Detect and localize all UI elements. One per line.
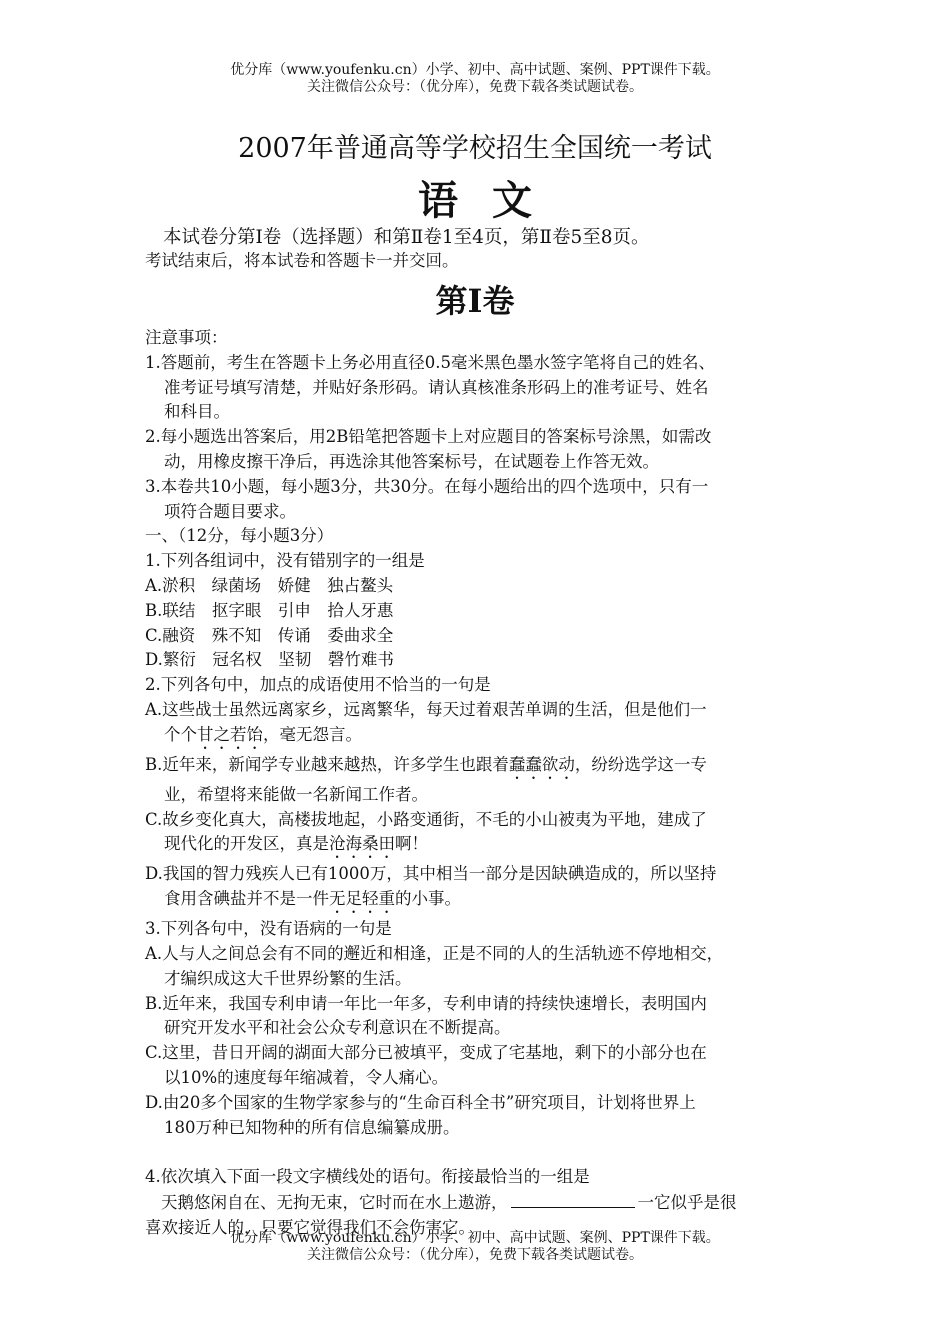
text-segment: 个个 <box>164 724 197 744</box>
q2-option-b-line-2: 业，希望将来能做一名新闻工作者。 <box>164 784 428 804</box>
q3-option-d-line-2: 180万种已知物种的所有信息编纂成册。 <box>164 1117 460 1137</box>
header-line-1: 优分库（www.youfenku.cn）小学、初中、高中试题、案例、PPT课件下载。 <box>230 62 720 78</box>
q3-option-a-line-2: 才编织成这大千世界纷繁的生活。 <box>164 968 412 988</box>
section-1-heading: 一、（12分，每小题3分） <box>145 526 334 546</box>
q2-option-a-line-1: A.这些战士虽然远离家乡，远离繁华，每天过着艰苦单调的生活，但是他们一 <box>145 699 707 719</box>
note-3-line-1: 3.本卷共10小题，每小题3分，共30分。在每小题给出的四个选项中，只有一 <box>145 476 709 496</box>
note-2-line-2: 动，用橡皮擦干净后，再选涂其他答案标号，在试题卷上作答无效。 <box>164 451 659 471</box>
q2-option-d-line-2 <box>145 887 815 917</box>
q1-option-d: D.繁衍 冠名权 坚韧 磬竹难书 <box>145 650 394 670</box>
dotted-idiom: 无足轻重 <box>329 889 395 909</box>
q2-option-c-line-2 <box>145 832 815 862</box>
note-2-line-1: 2.每小题选出答案后，用2B铅笔把答题卡上对应题目的答案标号涂黑，如需改 <box>145 427 712 447</box>
q3-option-b-line-1: B.近年来，我国专利申请一年比一年多，专利申请的持续快速增长，表明国内 <box>145 993 707 1013</box>
q2-option-d-line-1: D.我国的智力残疾人已有1000万，其中相当一部分是因缺碘造成的，所以坚持 <box>145 864 717 884</box>
q2-stem: 2.下列各句中，加点的成语使用不恰当的一句是 <box>145 675 491 695</box>
note-3-line-2: 项符合题目要求。 <box>164 501 296 521</box>
q1-option-a: A.淤积 绿菌场 娇健 独占鳌头 <box>145 575 394 595</box>
q3-option-c-line-2: 以10%的速度每年缩减着，令人痛心。 <box>164 1067 449 1087</box>
text-segment: ，毫无怨言。 <box>263 724 362 744</box>
q3-option-d-line-1: D.由20多个国家的生物学家参与的“生命百科全书”研究项目，计划将世界上 <box>145 1092 696 1112</box>
text-segment: ，纷纷选学这一专 <box>574 754 707 774</box>
text-segment: 天鹅悠闲自在、无拘无束，它时而在水上遨游， <box>161 1192 508 1212</box>
spacer <box>145 1140 815 1165</box>
text-segment: 的小事。 <box>395 889 461 909</box>
dotted-idiom: 沧海桑田 <box>329 834 395 854</box>
fill-blank-line <box>511 1190 635 1208</box>
exam-body <box>145 326 815 1241</box>
q2-option-a-line-2 <box>145 723 815 753</box>
footer-line-2: 关注微信公众号：（优分库），免费下载各类试题试卷。 <box>307 1247 643 1263</box>
text-segment: 一它似乎是很 <box>637 1192 737 1212</box>
q4-passage-line-2: 喜欢接近人的，只要它觉得我们不会伤害它。 <box>145 1217 475 1237</box>
q3-option-c-line-1: C.这里，昔日开阔的湖面大部分已被填平，变成了宅基地，剩下的小部分也在 <box>145 1043 707 1063</box>
q2-option-b-line-1 <box>145 753 815 783</box>
q3-option-b-line-2: 研究开发水平和社会公众专利意识在不断提高。 <box>164 1018 511 1038</box>
notes-heading: 注意事项： <box>145 328 228 347</box>
text-segment: 啊！ <box>395 834 428 854</box>
q4-passage-line-1 <box>145 1190 815 1216</box>
text-segment: 现代化的开发区，真是 <box>164 834 329 854</box>
subject-title: 语文 <box>418 177 566 224</box>
dotted-idiom: 蠢蠢欲动 <box>508 754 575 774</box>
q1-stem: 1.下列各组词中，没有错别字的一组是 <box>145 551 425 571</box>
q4-stem: 4.依次填入下面一段文字横线处的语句。衔接最恰当的一组是 <box>145 1167 590 1187</box>
part-title: 第Ⅰ卷 <box>435 282 515 320</box>
q2-option-c-line-1: C.故乡变化真大，高楼拔地起，小路变通街，不毛的小山被夷为平地，建成了 <box>145 809 707 829</box>
footer-line-1: 优分库（www.youfenku.cn）小学、初中、高中试题、案例、PPT课件下载。 <box>230 1230 720 1246</box>
q3-stem: 3.下列各句中，没有语病的一句是 <box>145 919 392 939</box>
page-footer <box>0 1230 950 1264</box>
q1-option-b: B.联结 抠字眼 引申 拾人牙惠 <box>145 600 394 620</box>
intro-line-2: 考试结束后，将本试卷和答题卡一并交回。 <box>145 251 459 270</box>
text-segment: B.近年来，新闻学专业越来越热，许多学生也跟着 <box>145 754 509 774</box>
exam-title: 2007年普通高等学校招生全国统一考试 <box>238 133 712 164</box>
note-1-line-3: 和科目。 <box>164 402 230 422</box>
note-1-line-1: 1.答题前，考生在答题卡上务必用直径0.5毫米黑色墨水签字笔将自己的姓名、 <box>145 352 715 372</box>
page-header <box>0 62 950 96</box>
text-segment: 食用含碘盐并不是一件 <box>164 889 329 909</box>
header-line-2: 关注微信公众号：（优分库），免费下载各类试题试卷。 <box>307 79 643 95</box>
q1-option-c: C.融资 殊不知 传诵 委曲求全 <box>145 625 394 645</box>
q3-option-a-line-1: A.人与人之间总会有不同的邂近和相逢，正是不同的人的生活轨迹不停地相交， <box>145 943 724 963</box>
note-1-line-2: 准考证号填写清楚，并贴好条形码。请认真核准条形码上的准考证号、姓名 <box>164 377 709 397</box>
intro-line-1: 本试卷分第Ⅰ卷（选择题）和第Ⅱ卷1至4页，第Ⅱ卷5至8页。 <box>163 227 650 248</box>
dotted-idiom: 甘之若饴 <box>197 724 263 744</box>
